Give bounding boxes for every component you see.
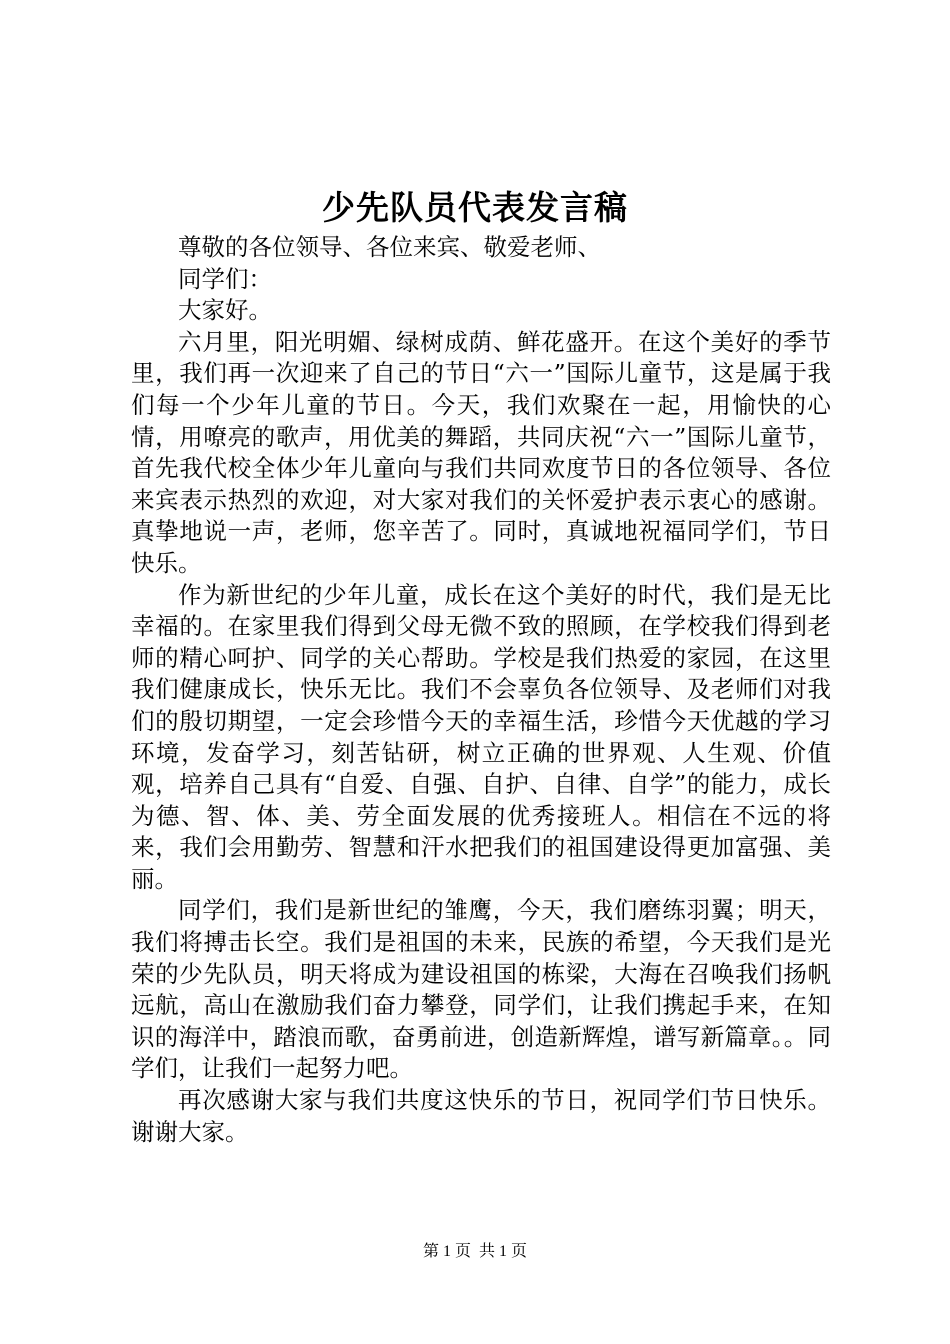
document-title: 少先队员代表发言稿	[322, 188, 628, 227]
salutation-line-2: 同学们：	[178, 264, 272, 293]
greeting: 大家好。	[178, 296, 272, 325]
paragraph-3: 同学们，我们是新世纪的雏鹰，今天，我们磨练羽翼；明天，我们将搏击长空。我们是祖国的未来，民族的希望，今天我们是光荣的少先队员，明天将成为建设祖国的栋梁，大海在召唤我们扬帆远航，高山在激励我们奋力攀登，同学们，让我们携起手来，在知识的海洋中，踏浪而歌，奋勇前进，创造新辉煌，谱写新篇章。。同学们，让我们一起努力吧。	[131, 896, 831, 1083]
salutation-line-1: 尊敬的各位领导、各位来宾、敬爱老师、	[178, 233, 601, 261]
document-body	[131, 232, 831, 1148]
paragraph-4: 再次感谢大家与我们共度这快乐的节日，祝同学们节日快乐。谢谢大家。	[131, 1086, 831, 1146]
page-number-footer: 第 1 页 共 1 页	[422, 1243, 527, 1260]
paragraph-1: 六月里，阳光明媚、绿树成荫、鲜花盛开。在这个美好的季节里，我们再一次迎来了自己的节日“六一”国际儿童节，这是属于我们每一个少年儿童的节日。今天，我们欢聚在一起，用愉快的心情，用嘹亮的歌声，用优美的舞蹈，共同庆祝“六一”国际儿童节，首先我代校全体少年儿童向与我们共同欢度节日的各位领导、各位来宾表示热烈的欢迎，对大家对我们的关怀爱护表示衷心的感谢。真挚地说一声，老师，您辛苦了。同时，真诚地祝福同学们，节日快乐。	[131, 327, 831, 577]
paragraph-2: 作为新世纪的少年儿童，成长在这个美好的时代，我们是无比幸福的。在家里我们得到父母无微不致的照顾，在学校我们得到老师的精心呵护、同学的关心帮助。学校是我们热爱的家园，在这里我们健康成长，快乐无比。我们不会辜负各位领导、及老师们对我们的殷切期望，一定会珍惜今天的幸福生活，珍惜今天优越的学习环境，发奋学习，刻苦钻研，树立正确的世界观、人生观、价值观，培养自己具有“自爱、自强、自护、自律、自学”的能力，成长为德、智、体、美、劳全面发展的优秀接班人。相信在不远的将来，我们会用勤劳、智慧和汗水把我们的祖国建设得更加富强、美丽。	[131, 580, 831, 893]
